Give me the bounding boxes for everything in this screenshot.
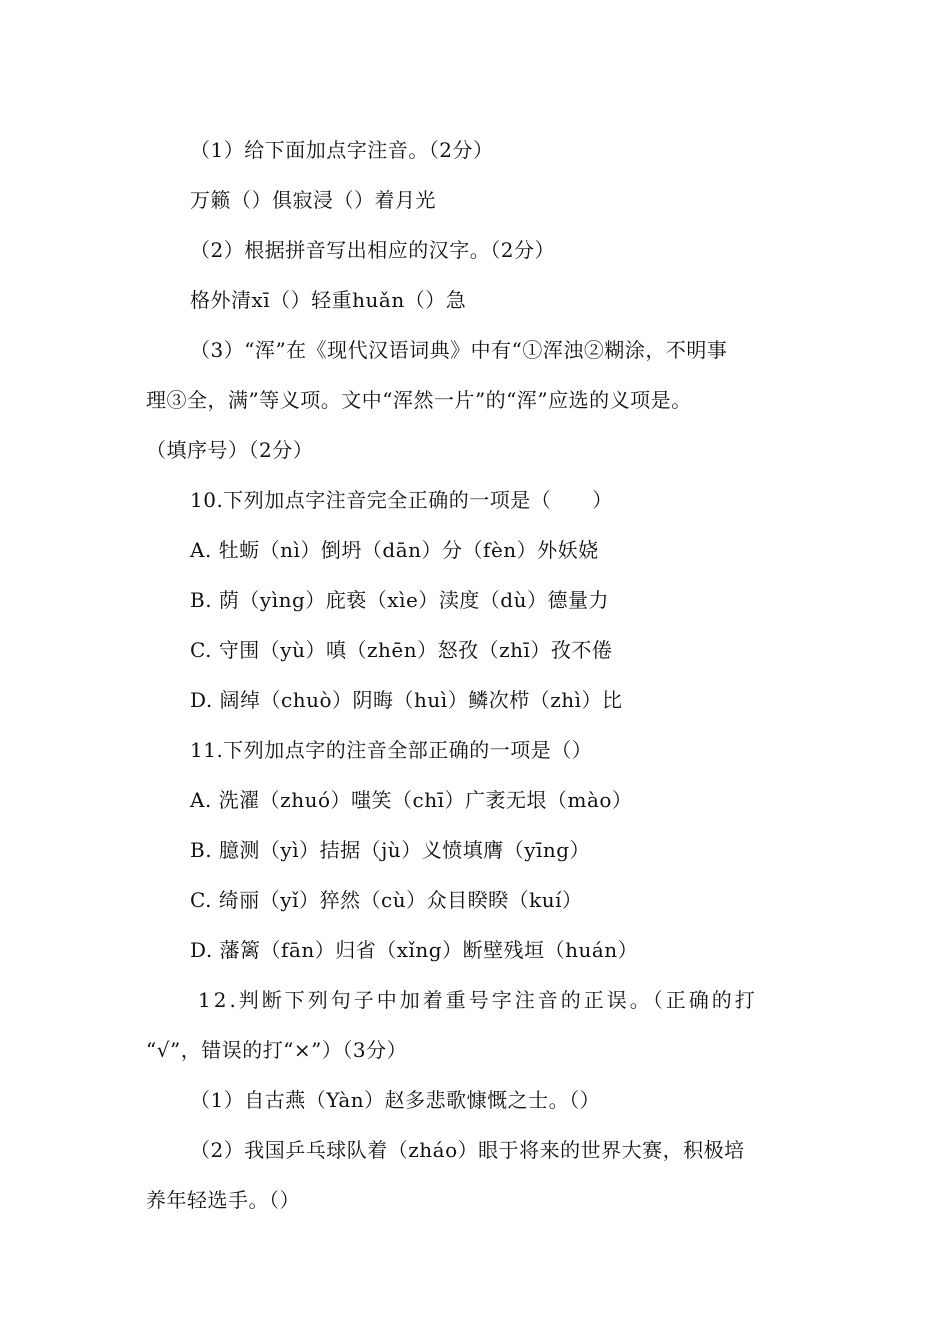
q11-option-c: C. 绮丽（yǐ）猝然（cù）众目睽睽（kuí） xyxy=(190,888,583,912)
q10-option-a: A. 牡蛎（nì）倒坍（dān）分（fèn）外妖娆 xyxy=(190,538,599,562)
q10-option-b: B. 荫（yìng）庇亵（xìe）渎度（dù）德量力 xyxy=(190,588,609,612)
q9-sub2-content: 格外清xī（）轻重huǎn（）急 xyxy=(190,288,467,312)
q12-stem-line1: 12.判断下列句子中加着重号字注音的正误。（正确的打 xyxy=(198,988,758,1012)
q9-sub2-instruction: （2）根据拼音写出相应的汉字。（2分） xyxy=(190,238,555,262)
q9-sub3-line1: （3）“浑”在《现代汉语词典》中有“①浑浊②糊涂，不明事 xyxy=(190,338,728,362)
q11-option-d: D. 藩篱（fān）归省（xǐng）断壁残垣（huán） xyxy=(190,938,639,962)
q11-option-a: A. 洗濯（zhuó）嗤笑（chī）广袤无垠（mào） xyxy=(190,788,633,812)
q12-stem-line2: “√”，错误的打“×”）（3分） xyxy=(146,1038,408,1062)
q9-sub1-content: 万籁（）俱寂浸（）着月光 xyxy=(190,188,436,212)
q10-option-c: C. 守围（yù）嗔（zhēn）怒孜（zhī）孜不倦 xyxy=(190,638,613,662)
q11-option-b: B. 臆测（yì）拮据（jù）义愤填膺（yīng） xyxy=(190,838,591,862)
q12-sub1: （1）自古燕（Yàn）赵多悲歌慷慨之士。（） xyxy=(190,1088,601,1112)
q12-sub2-line2: 养年轻选手。（） xyxy=(146,1188,300,1212)
q11-stem: 11.下列加点字的注音全部正确的一项是（） xyxy=(190,738,593,762)
q10-option-d: D. 阔绰（chuò）阴晦（huì）鳞次栉（zhì）比 xyxy=(190,688,623,712)
q10-stem: 10.下列加点字注音完全正确的一项是（ ） xyxy=(190,488,613,512)
q9-sub1-instruction: （1）给下面加点字注音。（2分） xyxy=(190,138,494,162)
q12-sub2-line1: （2）我国乒乓球队着（zháo）眼于将来的世界大赛，积极培 xyxy=(190,1138,745,1162)
q9-sub3-line3: （填序号）（2分） xyxy=(146,438,314,462)
q9-sub3-line2: 理③全，满”等义项。文中“浑然一片”的“浑”应选的义项是。 xyxy=(146,388,692,412)
